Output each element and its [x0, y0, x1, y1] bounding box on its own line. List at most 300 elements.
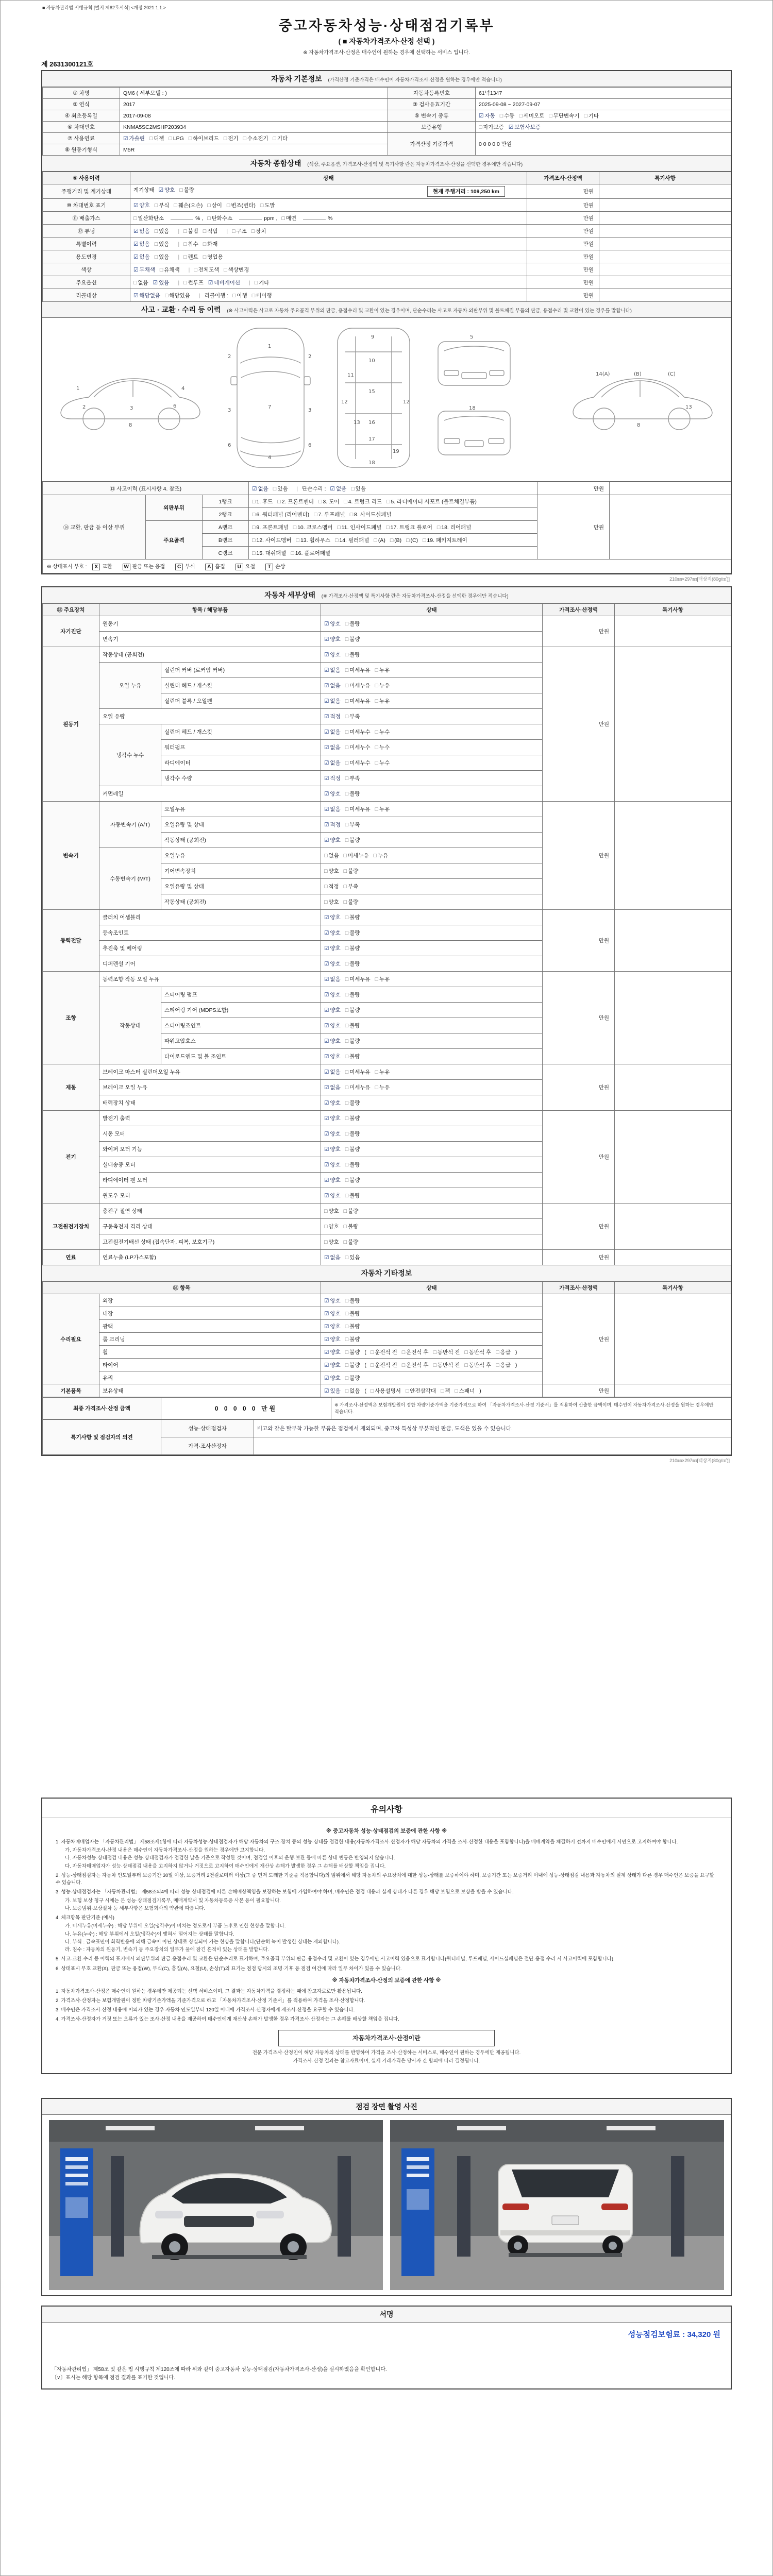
checkbox-option[interactable]: □ 적정	[324, 884, 339, 890]
checkbox-option[interactable]: □ 있음	[345, 1255, 360, 1261]
page2-box	[41, 586, 732, 1456]
checkbox-option[interactable]: □ 세미오토	[519, 113, 545, 119]
checkbox-option[interactable]: ☑ 없음	[252, 485, 268, 492]
checkbox-option[interactable]: □ 양호	[324, 1208, 339, 1214]
checkbox-glyph: □	[343, 868, 347, 874]
checkbox-option[interactable]: □ 부족	[345, 775, 360, 782]
svg-text:12: 12	[403, 399, 410, 405]
checkbox-option[interactable]: ☑ 양호	[324, 914, 341, 921]
device-item-label: 오일 유량	[99, 709, 321, 724]
checkbox-glyph: □	[433, 1362, 436, 1368]
checkbox-option[interactable]: □ 누유	[375, 698, 390, 704]
checkbox-option[interactable]: ☑ 양호	[324, 930, 341, 936]
device-group-label: 원동기	[43, 647, 99, 802]
device-item-label: 워터펌프	[161, 740, 321, 755]
checkbox-option[interactable]: □ 10. 크로스멤버	[293, 524, 333, 531]
price-cell: 만원	[543, 1064, 615, 1111]
checkbox-glyph: ☑	[324, 621, 329, 627]
checkbox-option[interactable]: □ 이행	[232, 292, 247, 299]
checkbox-option[interactable]: □ 불량	[345, 1038, 360, 1044]
checkbox-option[interactable]: □ 누유	[375, 667, 390, 673]
checkbox-option[interactable]: □ 양호	[324, 1239, 339, 1245]
checkbox-option[interactable]: □ 누수	[375, 760, 390, 766]
device-item-label: 스티어링 펌프	[161, 987, 321, 1003]
checkbox-option[interactable]: ☑ 양호	[324, 1007, 341, 1013]
device-state-cell	[321, 632, 543, 647]
legend-code: U	[236, 564, 243, 570]
checkbox-glyph: □	[243, 135, 246, 142]
checkbox-option[interactable]: □ 없음	[345, 1387, 360, 1394]
checkbox-option[interactable]: □ 없음	[133, 279, 148, 286]
checkbox-option[interactable]: □ 썬루프	[183, 279, 204, 286]
checkbox-option[interactable]: □ 잭	[441, 1387, 450, 1394]
checkbox-option[interactable]: □ 동반석 전	[433, 1362, 460, 1368]
checkbox-option[interactable]: □ 도말	[260, 202, 275, 209]
checkbox-option[interactable]: □ 있음	[154, 228, 170, 234]
checkbox-option[interactable]: □ 운전석 전	[370, 1349, 397, 1355]
checkbox-option[interactable]: □ 양호	[324, 1224, 339, 1230]
checkbox-option[interactable]: □ 렌트	[183, 253, 198, 260]
checkbox-option[interactable]: □ 미세누유	[345, 667, 371, 673]
checkbox-glyph: ☑	[324, 698, 329, 704]
checkbox-option[interactable]: □ 3. 도어	[318, 498, 340, 505]
checkbox-option[interactable]: □ 12. 사이드멤버	[252, 537, 292, 544]
checkbox-option[interactable]: □ 불량	[345, 837, 360, 843]
checkbox-option[interactable]: □ 훼손(오손)	[174, 202, 203, 209]
extra-open: (	[364, 1387, 366, 1394]
checkbox-option[interactable]: ☑ 있음	[324, 1387, 341, 1394]
checkbox-option[interactable]: □ 누수	[375, 744, 390, 751]
checkbox-option[interactable]: ☑ 없음	[324, 806, 341, 812]
notice-subitem: 다. 부식 : 금속표면이 화학반응에 의해 금속이 아닌 상태로 상실되어 가는 현상을 말합니다(단순히 녹이 발생한 상태는 제외합니다).	[65, 1939, 340, 1945]
checkbox-glyph: ☑	[324, 1131, 329, 1137]
device-state-cell	[321, 1095, 543, 1111]
checkbox-option[interactable]: □ 4. 트렁크 리드	[344, 498, 382, 505]
checkbox-glyph: □	[345, 914, 349, 921]
lift-post	[457, 2156, 470, 2257]
checkbox-option[interactable]: □ 색상변경	[224, 266, 249, 273]
device-state-cell	[321, 786, 543, 802]
checkbox-option[interactable]: □ (A)	[374, 537, 385, 544]
device-item-label: 라디에이터 팬 모터	[99, 1173, 321, 1188]
checkbox-option[interactable]: □ 없음	[324, 853, 339, 859]
svg-text:3: 3	[308, 408, 312, 413]
checkbox-option[interactable]: □ 동반석 전	[433, 1349, 460, 1355]
checkbox-option[interactable]: □ 운전석 전	[370, 1362, 397, 1368]
accident-history-state	[249, 482, 537, 495]
svg-text:4: 4	[181, 386, 185, 392]
checkbox-option[interactable]: □ 6. 쿼터패널 (리어펜더)	[252, 511, 310, 518]
checkbox-option[interactable]: ☑ 양호	[324, 1162, 341, 1168]
checkbox-glyph: □	[345, 744, 349, 751]
checkbox-option[interactable]: □ 불량	[179, 187, 194, 193]
checkbox-option[interactable]: □ 불량	[345, 636, 360, 642]
checkbox-option[interactable]: ☑ 양호	[324, 1054, 341, 1060]
device-state-cell	[321, 1049, 543, 1064]
checkbox-option[interactable]: □ 양호	[324, 899, 339, 905]
checkbox-option[interactable]: □ 구조	[232, 228, 247, 234]
checkbox-option[interactable]: ☑ 양호	[324, 961, 341, 967]
checkbox-option[interactable]: □ 있음	[154, 241, 170, 247]
checkbox-option[interactable]: □ 16. 플로어패널	[291, 550, 331, 556]
device-state-row	[43, 972, 731, 987]
opinion-table	[42, 1419, 731, 1455]
checkbox-option[interactable]: □ 미세누유	[345, 683, 371, 689]
checkbox-option[interactable]: □ 불량	[345, 1193, 360, 1199]
checkbox-option[interactable]: □ 미세누유	[345, 1084, 371, 1091]
checkbox-option[interactable]: □ 있음	[273, 485, 288, 492]
checkbox-option[interactable]: □ 수소전기	[243, 135, 268, 142]
device-item-label: 작동상태 (공회전)	[161, 833, 321, 848]
checkbox-option[interactable]: □ 부족	[345, 822, 360, 828]
checkbox-glyph: □	[251, 292, 256, 299]
checkbox-option[interactable]: ☑ 없음	[324, 1084, 341, 1091]
checkbox-option[interactable]: □ 5. 라디에이터 서포트 (볼트체결부품)	[386, 498, 477, 505]
checkbox-glyph: □	[252, 524, 256, 531]
section-accident-title	[42, 302, 731, 318]
checkbox-option[interactable]: ☑ 양호	[158, 187, 175, 193]
checkbox-option[interactable]: □ 불량	[345, 1297, 360, 1304]
checkbox-option[interactable]: □ 1. 후드	[252, 498, 273, 505]
checkbox-option[interactable]: □ 일산화탄소	[133, 215, 164, 222]
checkbox-option[interactable]: □ 불량	[345, 1054, 360, 1060]
checkbox-glyph: □	[464, 1362, 468, 1368]
checkbox-option[interactable]: ☑ 없음	[324, 1255, 341, 1261]
checkbox-option[interactable]: □ 침수	[183, 241, 198, 247]
checkbox-option[interactable]: □ 불량	[345, 1146, 360, 1153]
checkbox-option[interactable]: □ 자가보증	[479, 124, 504, 130]
checkbox-option[interactable]: □ 불량	[343, 1208, 359, 1214]
checkbox-option[interactable]: □ 부족	[343, 884, 359, 890]
checkbox-option[interactable]: □ 불량	[345, 1375, 360, 1381]
checkbox-option[interactable]: □ 디젤	[149, 135, 164, 142]
checkbox-option[interactable]: □ 적법	[203, 228, 218, 234]
device-item-label: 타이어	[99, 1359, 321, 1371]
checkbox-option[interactable]: □ 누유	[375, 976, 390, 982]
rank-label: C랭크	[203, 547, 249, 560]
checkbox-option[interactable]: □ 불량	[345, 945, 360, 952]
detail-title-text: 자동차 세부상태	[264, 591, 315, 599]
checkbox-glyph: ☑	[479, 113, 484, 119]
checkbox-option[interactable]: □ 불량	[345, 1131, 360, 1137]
checkbox-option[interactable]: □ 불량	[345, 1177, 360, 1183]
checkbox-option[interactable]: ☑ 양호	[324, 945, 341, 952]
price-cell: 만원	[543, 910, 615, 972]
checkbox-option[interactable]: □ 동반석 후	[464, 1349, 492, 1355]
checkbox-option[interactable]: ☑ 양호	[324, 791, 341, 797]
checkbox-option[interactable]: □ LPG	[169, 135, 184, 142]
checkbox-option[interactable]: □ (B)	[390, 537, 402, 544]
checkbox-option[interactable]: □ 스패너	[455, 1387, 475, 1394]
remark-cell	[599, 276, 731, 289]
checkbox-option[interactable]: ☑ 없음	[330, 485, 347, 492]
checkbox-option[interactable]: ☑ 양호	[324, 636, 341, 642]
remark-cell	[615, 910, 731, 972]
checkbox-glyph: ☑	[324, 976, 329, 982]
checkbox-option[interactable]: □ 누유	[375, 806, 390, 812]
checkbox-option[interactable]: ☑ 무채색	[133, 266, 155, 273]
checkbox-option[interactable]: ☑ 없음	[324, 683, 341, 689]
checkbox-option[interactable]: ☑ 양호	[324, 1193, 341, 1199]
legend-code: W	[123, 564, 130, 570]
device-state-cell	[321, 956, 543, 972]
checkbox-option[interactable]: □ 불량	[345, 1100, 360, 1106]
checkbox-option[interactable]: ☑ 있음	[153, 279, 170, 286]
checkbox-option[interactable]: □ 동반석 후	[464, 1362, 492, 1368]
checkbox-option[interactable]: □ 영업용	[203, 253, 223, 260]
checkbox-option[interactable]: □ 8. 사이드실패널	[349, 511, 392, 518]
checkbox-option[interactable]: ☑ 양호	[324, 652, 341, 658]
state-text: 리콜이행 :	[204, 292, 229, 299]
comprehensive-title-text: 자동차 종합상태	[250, 159, 301, 167]
checkbox-option[interactable]: □ 상이	[207, 202, 222, 209]
checkbox-option[interactable]: □ 18. 리어패널	[436, 524, 472, 531]
checkbox-option[interactable]: ☑ 양호	[133, 202, 150, 209]
checkbox-option[interactable]: □ 불량	[343, 868, 359, 874]
checkbox-option[interactable]: □ 불량	[345, 1007, 360, 1013]
checkbox-option[interactable]: ☑ 양호	[324, 992, 341, 998]
checkbox-option[interactable]: □ 2. 프론트펜더	[277, 498, 314, 505]
svg-text:11: 11	[347, 372, 354, 378]
checkbox-option[interactable]: □ 기타	[273, 135, 288, 142]
checkbox-glyph: ☑	[324, 930, 329, 936]
device-state-cell	[321, 802, 543, 817]
checkbox-glyph: □	[370, 1349, 374, 1355]
checkbox-option[interactable]: □ 불량	[343, 899, 359, 905]
checkbox-option[interactable]: □ (C)	[406, 537, 418, 544]
checkbox-option[interactable]: □ 미세누수	[345, 744, 371, 751]
checkbox-option[interactable]: □ 미세누유	[343, 853, 369, 859]
checkbox-option[interactable]: ☑ 적정	[324, 822, 341, 828]
checkbox-option[interactable]: ☑ 양호	[324, 1349, 341, 1355]
usage-history-label: 주요옵션	[43, 276, 130, 289]
notice-subitem: 가. 자동차가격조사·산정 내용은 매수인이 자동차가격조사·산정을 원하는 경우에만 고지합니다.	[65, 1848, 265, 1853]
checkbox-option[interactable]: □ 13. 휠하우스	[296, 537, 331, 544]
checkbox-option[interactable]: □ 미세누수	[345, 729, 371, 735]
checkbox-option[interactable]: ☑ 없음	[133, 228, 150, 234]
checkbox-option[interactable]: □ 전기	[223, 135, 239, 142]
checkbox-option[interactable]: □ 전체도색	[194, 266, 220, 273]
notice-subitem: 나. 누유(누수) : 해당 부위에서 오일(냉각수)이 맺혀서 떨어지는 상태를 말합니다.	[65, 1931, 234, 1937]
checkbox-option[interactable]: ☑ 양호	[324, 1310, 341, 1317]
field-label: ⑦ 사용연료	[43, 133, 120, 144]
checkbox-option[interactable]: ☑ 양호	[324, 1131, 341, 1137]
checkbox-option[interactable]: ☑ 보험사보증	[508, 124, 541, 130]
checkbox-option[interactable]: □ 불법	[183, 228, 198, 234]
checkbox-option[interactable]: ☑ 없음	[324, 1069, 341, 1075]
notice-box	[41, 1798, 732, 2074]
checkbox-option[interactable]: ☑ 적정	[324, 714, 341, 720]
checkbox-option[interactable]: ☑ 가솔린	[123, 135, 145, 142]
checkbox-option[interactable]: □ 유채색	[159, 266, 180, 273]
field-value: 2025-09-08 ~ 2027-09-07	[476, 99, 731, 110]
checkbox-glyph: □	[260, 202, 264, 209]
checkbox-option[interactable]: ☑ 없음	[133, 253, 150, 260]
device-state-cell	[321, 663, 543, 678]
checkbox-option[interactable]: ☑ 없음	[133, 241, 150, 247]
checkbox-option[interactable]: ☑ 양호	[324, 1297, 341, 1304]
checkbox-option[interactable]: ☑ 네비게이션	[208, 279, 241, 286]
checkbox-option[interactable]: □ 매연	[281, 215, 297, 222]
checkbox-option[interactable]: □ 미세누유	[345, 806, 371, 812]
checkbox-option[interactable]: □ 불량	[343, 1224, 359, 1230]
checkbox-option[interactable]: □ 누유	[375, 683, 390, 689]
checkbox-option[interactable]: □ 19. 패키지트레이	[423, 537, 467, 544]
checkbox-glyph: ☑	[324, 837, 329, 843]
sign-title-text: 서명	[379, 2310, 394, 2318]
checkbox-option[interactable]: ☑ 양호	[324, 1362, 341, 1368]
checkbox-glyph: □	[149, 135, 153, 142]
device-state-cell	[321, 1111, 543, 1126]
checkbox-option[interactable]: □ 양호	[324, 868, 339, 874]
checkbox-option[interactable]: ☑ 적정	[324, 775, 341, 782]
checkbox-option[interactable]: □ 불량	[345, 1336, 360, 1343]
field-label: 가격산정 기준가격	[388, 133, 476, 156]
checkbox-option[interactable]: □ 9. 프론트패널	[252, 524, 289, 531]
checkbox-option[interactable]: □ 미세누유	[345, 976, 371, 982]
checkbox-option[interactable]: □ 11. 인사이드패널	[337, 524, 382, 531]
checkbox-option[interactable]: ☑ 양호	[324, 1100, 341, 1106]
device-state-row	[43, 1294, 731, 1307]
checkbox-option[interactable]: □ 불량	[345, 914, 360, 921]
checkbox-option[interactable]: □ 불량	[343, 1239, 359, 1245]
checkbox-option[interactable]: □ 7. 루프패널	[314, 511, 345, 518]
checkbox-option[interactable]: □ 하이브리드	[188, 135, 219, 142]
device-state-cell	[321, 1033, 543, 1049]
checkbox-option[interactable]: □ 15. 대쉬패널	[252, 550, 287, 556]
checkbox-glyph: ☑	[153, 279, 158, 286]
checkbox-option[interactable]: ☑ 양호	[324, 1177, 341, 1183]
checkbox-option[interactable]: □ 안전삼각대	[405, 1387, 436, 1394]
checkbox-option[interactable]: ☑ 없음	[324, 667, 341, 673]
checkbox-option[interactable]: ☑ 양호	[324, 1023, 341, 1029]
checkbox-glyph: □	[345, 1255, 349, 1261]
checkbox-option[interactable]: □ 불량	[345, 1310, 360, 1317]
checkbox-option[interactable]: □ 있음	[154, 253, 170, 260]
legend-code: A	[205, 564, 213, 570]
checkbox-option[interactable]: □ 불량	[345, 791, 360, 797]
checkbox-option[interactable]: ☑ 없음	[324, 729, 341, 735]
checkbox-option[interactable]: □ 불량	[345, 621, 360, 627]
checkbox-option[interactable]: ☑ 없음	[324, 976, 341, 982]
checkbox-option[interactable]: ☑ 양호	[324, 1375, 341, 1381]
checkbox-option[interactable]: □ 불량	[345, 961, 360, 967]
checkbox-option[interactable]: □ 사용설명서	[370, 1387, 401, 1394]
checkbox-option[interactable]: □ 수동	[499, 113, 515, 119]
checkbox-option[interactable]: □ 불량	[345, 1362, 360, 1368]
checkbox-option[interactable]: □ 불량	[345, 992, 360, 998]
checkbox-glyph: ☑	[324, 1084, 329, 1091]
checkbox-glyph: □	[273, 485, 277, 492]
checkbox-option[interactable]: □ 해당있음	[165, 292, 190, 299]
checkbox-option[interactable]: □ 누수	[375, 729, 390, 735]
checkbox-option[interactable]: □ 불량	[345, 1023, 360, 1029]
comprehensive-row	[43, 289, 731, 302]
checkbox-option[interactable]: ☑ 양호	[324, 1115, 341, 1122]
checkbox-option[interactable]: ☑ 해당없음	[133, 292, 160, 299]
checkbox-option[interactable]: □ 있음	[351, 485, 366, 492]
checkbox-glyph: □	[374, 537, 377, 544]
device-state-cell	[321, 833, 543, 848]
checkbox-glyph: □	[345, 1162, 349, 1168]
checkbox-option[interactable]: □ 부족	[345, 714, 360, 720]
device-group-label: 자기진단	[43, 616, 99, 647]
etc-title-text: 자동차 기타정보	[361, 1269, 412, 1277]
checkbox-glyph: □	[375, 744, 378, 751]
svg-text:17: 17	[368, 436, 375, 442]
checkbox-option[interactable]: □ 무단변속기	[549, 113, 580, 119]
state-cell	[130, 225, 527, 238]
rank-label: B랭크	[203, 534, 249, 547]
sign-box	[41, 2306, 732, 2389]
checkbox-option[interactable]: □ 17. 트렁크 플로어	[386, 524, 432, 531]
checkbox-option[interactable]: ☑ 양호	[324, 621, 341, 627]
checkbox-option[interactable]: □ 미세누수	[345, 760, 371, 766]
checkbox-option[interactable]: □ 불량	[345, 1323, 360, 1330]
usage-history-label: 리콜대상	[43, 289, 130, 302]
checkbox-glyph: □	[345, 652, 349, 658]
checkbox-option[interactable]: ☑ 없음	[324, 760, 341, 766]
device-state-cell	[321, 709, 543, 724]
checkbox-option[interactable]: □ 불량	[345, 1349, 360, 1355]
checkbox-option[interactable]: □ 누유	[375, 1069, 390, 1075]
checkbox-option[interactable]: ☑ 양호	[324, 1038, 341, 1044]
checkbox-option[interactable]: ☑ 양호	[324, 1323, 341, 1330]
checkbox-option[interactable]: □ 미세누유	[345, 698, 371, 704]
checkbox-option[interactable]: □ 불량	[345, 1115, 360, 1122]
column-header: ⑮ 주요장치	[43, 604, 99, 616]
checkbox-option[interactable]: ☑ 양호	[324, 1146, 341, 1153]
checkbox-option[interactable]: □ 장치	[251, 228, 266, 234]
checkbox-option[interactable]: □ 운전석 후	[401, 1362, 429, 1368]
checkbox-option[interactable]: □ 미이행	[251, 292, 272, 299]
checkbox-option[interactable]: ☑ 없음	[324, 744, 341, 751]
checkbox-option[interactable]: □ 응급	[496, 1349, 511, 1355]
checkbox-option[interactable]: □ 누유	[375, 1084, 390, 1091]
device-group-label: 조향	[43, 972, 99, 1064]
svg-text:6: 6	[173, 403, 177, 409]
checkbox-option[interactable]: □ 불량	[345, 652, 360, 658]
checkbox-option[interactable]: □ 화재	[203, 241, 218, 247]
checkbox-option[interactable]: □ 변조(변타)	[226, 202, 256, 209]
device-item-label: 스티어링조인트	[161, 1018, 321, 1033]
checkbox-option[interactable]: □ 불량	[345, 930, 360, 936]
form-title: 중고자동차성능·상태점검기록부	[278, 18, 495, 33]
checkbox-option[interactable]: ☑ 자동	[479, 113, 495, 119]
checkbox-option[interactable]: ☑ 양호	[324, 837, 341, 843]
device-state-cell	[321, 755, 543, 771]
checkbox-option[interactable]: □ 부식	[154, 202, 170, 209]
checkbox-option[interactable]: ☑ 없음	[324, 698, 341, 704]
svg-text:8: 8	[637, 422, 641, 428]
device-state-cell	[321, 987, 543, 1003]
checkbox-option[interactable]: □ 운전석 후	[401, 1349, 429, 1355]
table-header-row	[43, 1282, 731, 1294]
checkbox-option[interactable]: □ 탄화수소	[207, 215, 233, 222]
checkbox-option[interactable]: □ 불량	[345, 1162, 360, 1168]
checkbox-option[interactable]: ☑ 양호	[324, 1336, 341, 1343]
device-state-cell	[321, 771, 543, 786]
checkbox-glyph: ☑	[508, 124, 514, 130]
checkbox-glyph: ☑	[133, 202, 139, 209]
checkbox-option[interactable]: □ 누유	[373, 853, 389, 859]
separator: |	[188, 266, 190, 273]
checkbox-option[interactable]: □ 기타	[584, 113, 599, 119]
checkbox-option[interactable]: □ 응급	[496, 1362, 511, 1368]
checkbox-option[interactable]: □ 기타	[254, 279, 270, 286]
checkbox-option[interactable]: □ 14. 필러패널	[335, 537, 369, 544]
checkbox-option[interactable]: □ 미세누유	[345, 1069, 371, 1075]
